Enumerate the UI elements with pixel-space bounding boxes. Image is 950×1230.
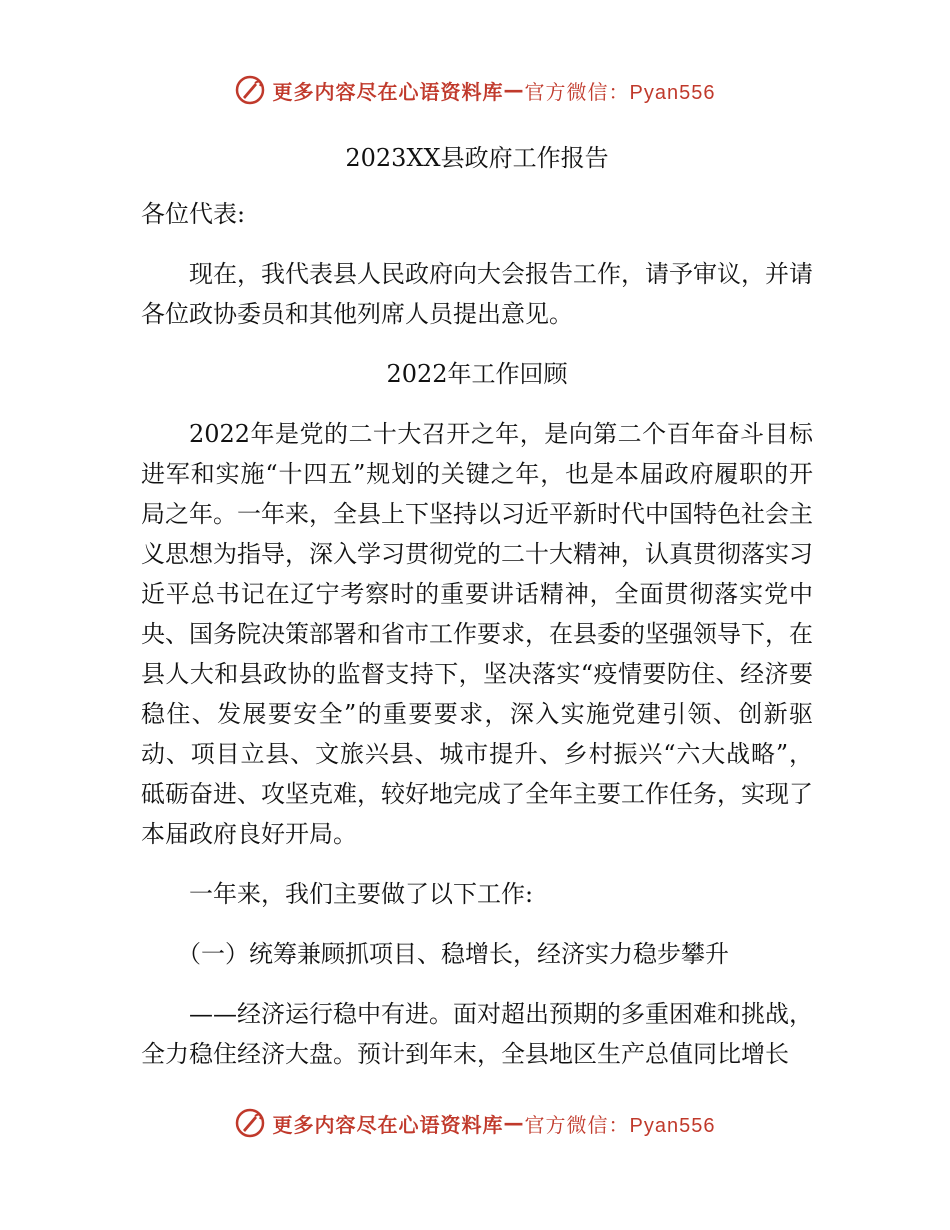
intro-paragraph: 现在，我代表县人民政府向大会报告工作，请予审议，并请各位政协委员和其他列席人员提出意见。: [141, 260, 813, 328]
watermark-text: 更多内容尽在心语资料库: [272, 79, 504, 104]
footer-watermark: [0, 1103, 950, 1143]
subsection-title: （一）统筹兼顾抓项目、稳增长，经济实力稳步攀升: [177, 940, 729, 968]
section-title: 2022年工作回顾: [386, 360, 568, 388]
economy-paragraph: ——经济运行稳中有进。面对超出预期的多重困难和挑战，全力稳住经济大盘。预计到年末，全县地区生产总值同比增长: [141, 1000, 813, 1068]
watermark-dash: —: [503, 78, 525, 102]
review-paragraph: 2022年是党的二十大召开之年，是向第二个百年奋斗目标进军和实施“十四五”规划的关键之年，也是本届政府履职的开局之年。一年来，全县上下坚持以习近平新时代中国特色社会主义思想为指导，深入学习贯彻党的二十大精神，认真贯彻落实习近平总书记在辽宁考察时的重要讲话精神，全面贯彻落实党中央、国务院决策部署和省市工作要求，在县委的坚强领导下，在县人大和县政协的监督支持下，坚决落实“疫情要防住、经济要稳住、发展要安全”的重要要求，深入实施党建引领、创新驱动、项目立县、文旅兴县、城市提升、乡村振兴“六大战略”，砥砺奋进、攻坚克难，较好地完成了全年主要工作任务，实现了本届政府良好开局。: [141, 420, 813, 848]
watermark-wechat: 官方微信：Pyan556: [524, 81, 716, 104]
header-watermark: [0, 70, 950, 110]
salutation: 各位代表:: [141, 200, 246, 228]
document-title: 2023XX县政府工作报告: [345, 144, 609, 172]
quill-logo-icon: [235, 1108, 265, 1138]
watermark-wechat: 官方微信：Pyan556: [524, 1114, 716, 1137]
document-body: [141, 138, 813, 1094]
quill-logo-icon: [235, 75, 265, 105]
watermark-text: 更多内容尽在心语资料库: [272, 1112, 504, 1137]
watermark-dash: —: [503, 1111, 525, 1135]
work-intro-paragraph: 一年来，我们主要做了以下工作:: [189, 880, 534, 908]
